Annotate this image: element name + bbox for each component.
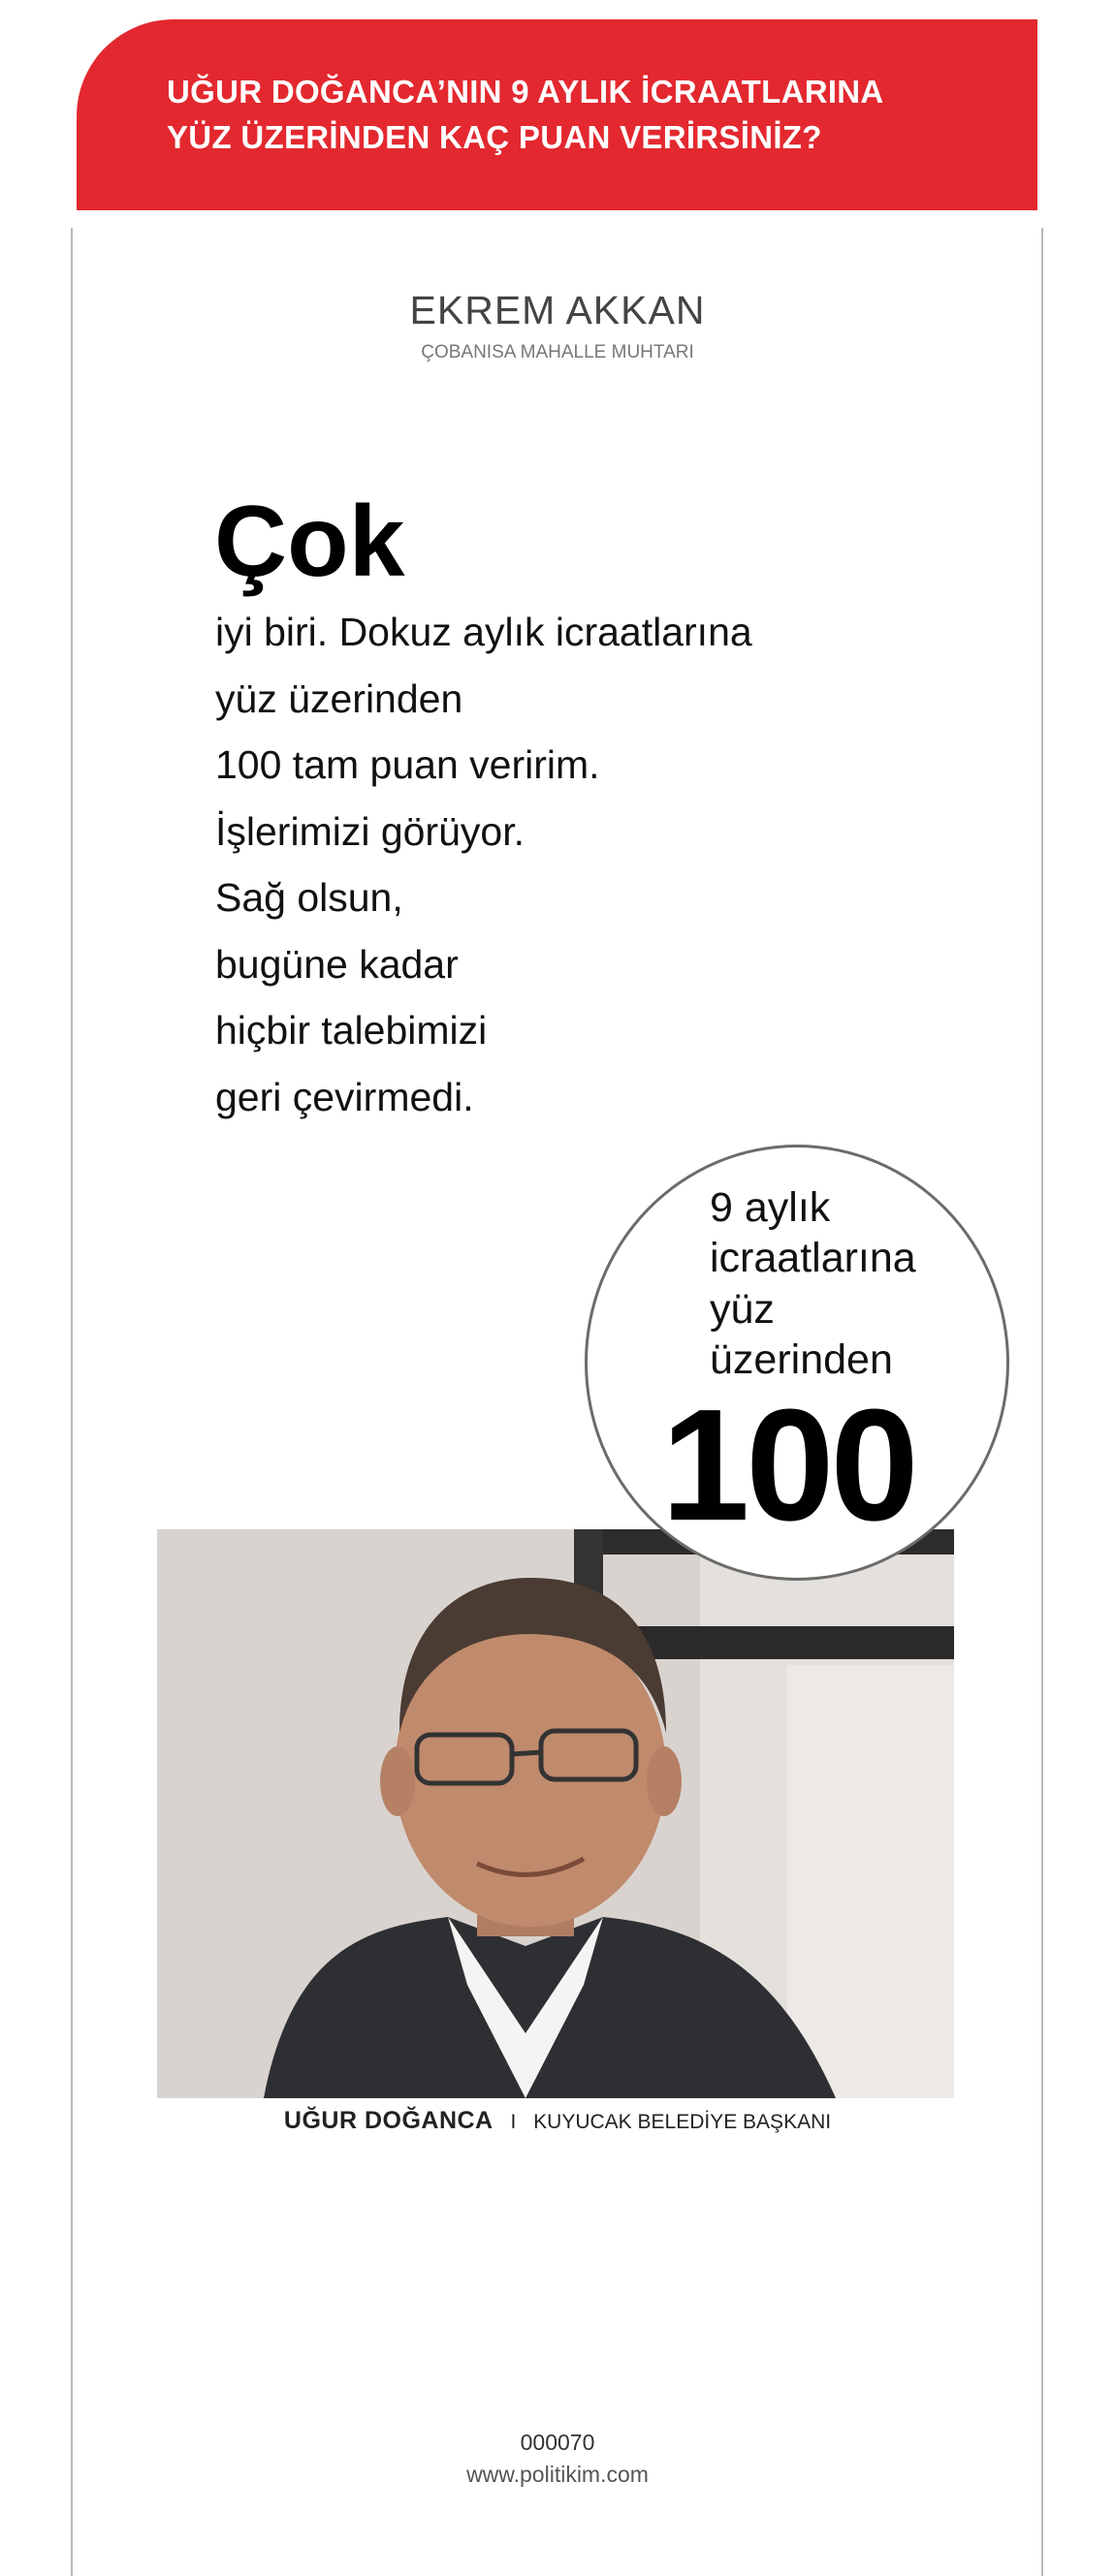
caption-name: UĞUR DOĞANCA — [283, 2107, 494, 2134]
quote-line: bugüne kadar — [215, 941, 459, 987]
speaker-name: EKREM AKKAN — [409, 288, 706, 332]
quote-lead-word: Çok — [214, 486, 405, 598]
portrait-illustration — [157, 1529, 954, 2098]
footer-url[interactable]: www.politikim.com — [466, 2462, 649, 2487]
score-badge-line: yüz — [710, 1286, 775, 1333]
caption-separator: I — [510, 2111, 517, 2133]
speaker-title: ÇOBANISA MAHALLE MUHTARI — [421, 342, 694, 362]
quote-line: geri çevirmedi. — [215, 1074, 474, 1119]
frame-right-border — [1041, 228, 1043, 2576]
question-header — [77, 19, 1037, 210]
quote-line: iyi biri. Dokuz aylık icraatlarına — [215, 610, 752, 654]
score-badge — [585, 1145, 1009, 1581]
caption-role: KUYUCAK BELEDİYE BAŞKANI — [533, 2111, 832, 2133]
quote-line: yüz üzerinden — [215, 675, 463, 721]
question-line-2: YÜZ ÜZERİNDEN KAÇ PUAN VERİRSİNİZ? — [167, 119, 822, 155]
portrait-photo — [157, 1529, 954, 2098]
quote-line: 100 tam puan veririm. — [215, 742, 600, 787]
frame-left-border — [71, 228, 73, 2576]
quote-body — [215, 599, 797, 1130]
quote-line: hiçbir talebimizi — [215, 1008, 488, 1052]
score-badge-line: üzerinden — [710, 1336, 893, 1383]
quote-line: İşlerimizi görüyor. — [215, 808, 525, 854]
score-badge-line: icraatlarına — [710, 1235, 916, 1281]
photo-caption — [0, 2107, 1115, 2135]
footer-code: 000070 — [520, 2430, 595, 2455]
score-badge-line: 9 aylık — [710, 1184, 831, 1231]
quote-line: Sağ olsun, — [215, 875, 403, 920]
question-line-1: UĞUR DOĞANCA’NIN 9 AYLIK İCRAATLARINA — [167, 74, 884, 110]
score-value: 100 — [661, 1376, 915, 1554]
